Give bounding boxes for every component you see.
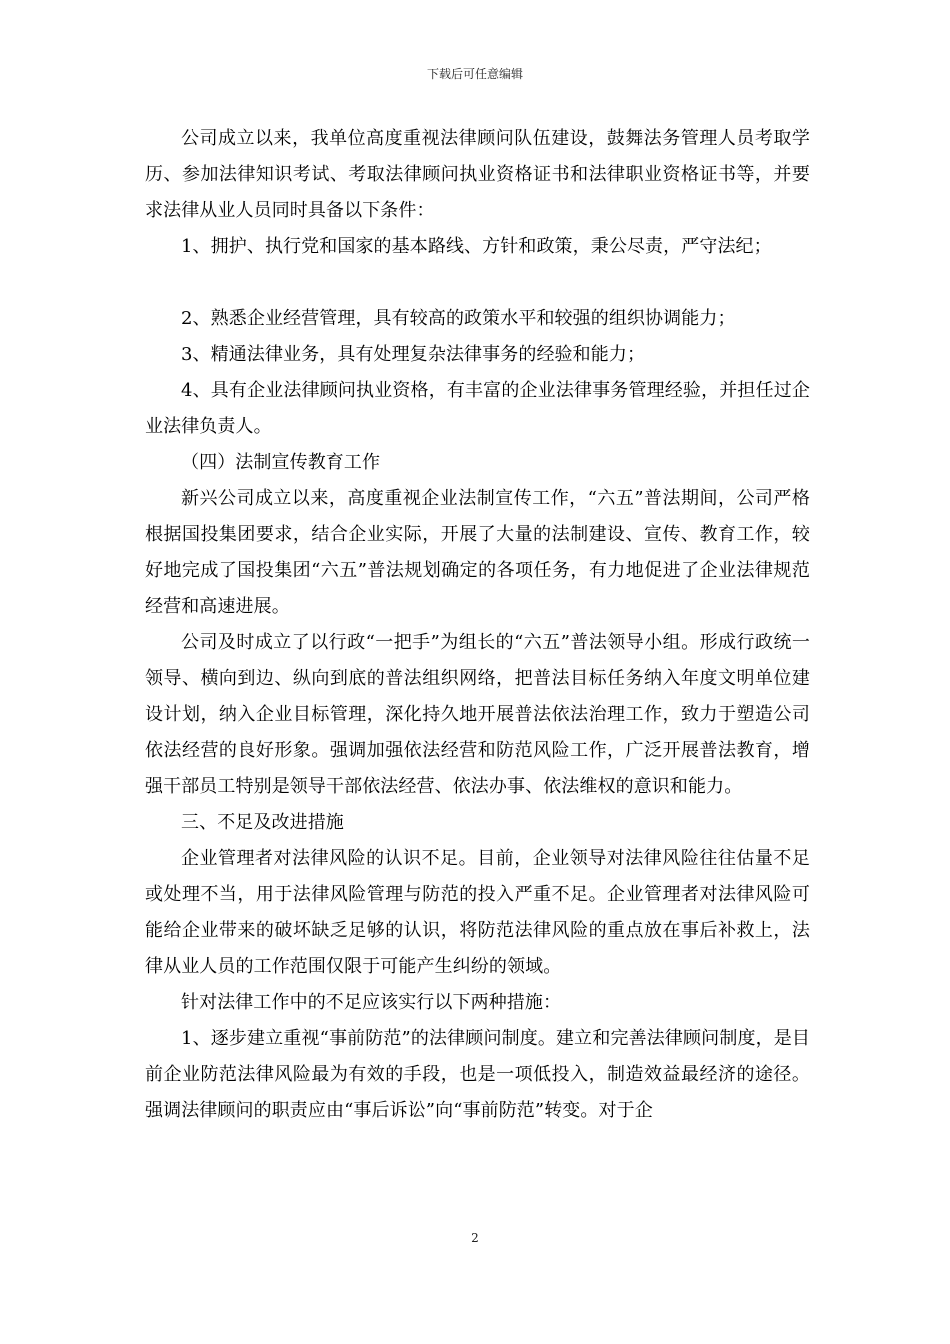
download-note-header: 下载后可任意编辑 <box>426 67 523 81</box>
paragraph-leadership-group: 公司及时成立了以行政“一把手”为组长的“六五”普法领导小组。形成行政统一领导、横向到边、纵向到底的普法组织网络，把普法目标任务纳入年度文明单位建设计划，纳入企业目标管理，深化持久地开展普法依法治理工作，致力于塑造公司依法经营的良好形象。强调加强依法经营和防范风险工作，广泛开展普法教育，增强干部员工特别是领导干部依法经营、依法办事、依法维权的意识和能力。 <box>145 632 810 797</box>
condition-item-4: 4、具有企业法律顾问执业资格，有丰富的企业法律事务管理经验，并担任过企业法律负责人。 <box>145 380 810 437</box>
condition-item-1: 1、拥护、执行党和国家的基本路线、方针和政策，秉公尽责，严守法纪； <box>181 236 772 257</box>
section-heading-shortcomings: 三、不足及改进措施 <box>181 812 344 833</box>
condition-item-2: 2、熟悉企业经营管理，具有较高的政策水平和较强的组织协调能力； <box>181 308 736 329</box>
measure-item-1: 1、逐步建立重视“事前防范”的法律顾问制度。建立和完善法律顾问制度，是目前企业防范法律风险最为有效的手段，也是一项低投入，制造效益最经济的途径。强调法律顾问的职责应由“事后诉讼”向“事前防范”转变。对于企 <box>145 1028 810 1121</box>
paragraph-risk-awareness: 企业管理者对法律风险的认识不足。目前，企业领导对法律风险往往估量不足或处理不当，用于法律风险管理与防范的投入严重不足。企业管理者对法律风险可能给企业带来的破坏缺乏足够的认识，将防范法律风险的重点放在事后补救上，法律从业人员的工作范围仅限于可能产生纠纷的领域。 <box>145 848 810 977</box>
paragraph-team-building: 公司成立以来，我单位高度重视法律顾问队伍建设，鼓舞法务管理人员考取学历、参加法律知识考试、考取法律顾问执业资格证书和法律职业资格证书等，并要求法律从业人员同时具备以下条件： <box>145 128 810 221</box>
document-body <box>145 121 810 1129</box>
paragraph-legal-publicity: 新兴公司成立以来，高度重视企业法制宣传工作，“六五”普法期间，公司严格根据国投集团要求，结合企业实际，开展了大量的法制建设、宣传、教育工作，较好地完成了国投集团“六五”普法规划确定的各项任务，有力地促进了企业法律规范经营和高速进展。 <box>145 488 810 617</box>
paragraph-measures-intro: 针对法律工作中的不足应该实行以下两种措施： <box>181 992 562 1013</box>
section-heading-legal-education: （四）法制宣传教育工作 <box>181 452 381 473</box>
condition-item-3: 3、精通法律业务，具有处理复杂法律事务的经验和能力； <box>181 344 646 365</box>
blank-line <box>145 265 810 301</box>
page-number: 2 <box>471 1231 479 1245</box>
